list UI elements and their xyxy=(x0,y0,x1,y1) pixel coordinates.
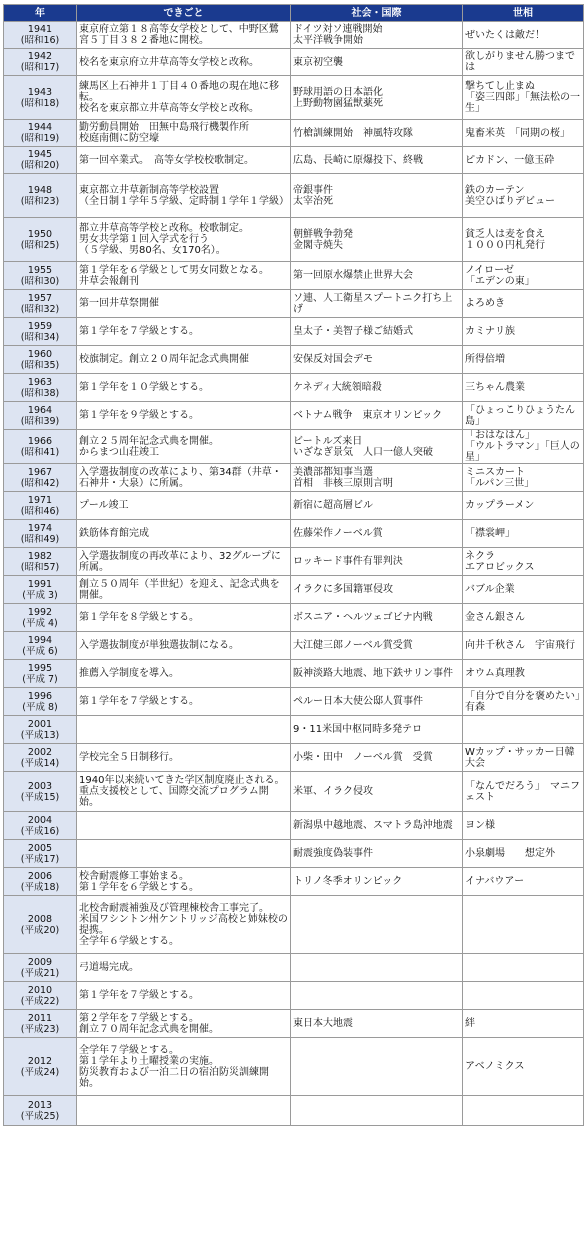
year-cell: 1991 (平成 3) xyxy=(4,576,77,604)
table-row xyxy=(4,1010,584,1038)
world-cell: 新潟県中越地震、スマトラ島沖地震 xyxy=(291,812,463,840)
year-cell: 1995 (平成 7) xyxy=(4,660,77,688)
event-cell: 校旗制定。創立２０周年記念式典開催 xyxy=(77,346,291,374)
year-cell: 1943 (昭和18) xyxy=(4,76,77,120)
event-cell: 創立５０周年（半世紀）を迎え、記念式典を開催。 xyxy=(77,576,291,604)
event-cell: 弓道場完成。 xyxy=(77,954,291,982)
world-cell: 東日本大地震 xyxy=(291,1010,463,1038)
world-cell: ロッキード事件有罪判決 xyxy=(291,548,463,576)
year-cell: 2003 (平成15) xyxy=(4,772,77,812)
table-row xyxy=(4,772,584,812)
world-cell xyxy=(291,896,463,954)
world-cell: イラクに多国籍軍侵攻 xyxy=(291,576,463,604)
table-row xyxy=(4,982,584,1010)
world-cell: 阪神淡路大地震、地下鉄サリン事件 xyxy=(291,660,463,688)
event-cell: 第一回卒業式。 高等女学校校歌制定。 xyxy=(77,147,291,174)
mood-cell: アベノミクス xyxy=(463,1038,584,1096)
header-world: 社会・国際 xyxy=(291,5,463,22)
table-row xyxy=(4,812,584,840)
year-cell: 1964 (昭和39) xyxy=(4,402,77,430)
header-year: 年 xyxy=(4,5,77,22)
mood-cell: 鉄のカーテン 美空ひばりデビュー xyxy=(463,174,584,218)
mood-cell: ノイローゼ 「エデンの東」 xyxy=(463,262,584,290)
event-cell: 入学選抜制度の再改革により、32グループに所属。 xyxy=(77,548,291,576)
world-cell xyxy=(291,1096,463,1126)
event-cell: 第１学年を７学級とする。 xyxy=(77,688,291,716)
mood-cell: ピカドン、一億玉砕 xyxy=(463,147,584,174)
table-row xyxy=(4,262,584,290)
mood-cell: 絆 xyxy=(463,1010,584,1038)
year-cell: 1963 (昭和38) xyxy=(4,374,77,402)
table-row xyxy=(4,840,584,868)
table-row xyxy=(4,896,584,954)
event-cell: 練馬区上石神井１丁目４０番地の現在地に移転。 校名を東京都立井草高等女学校と改称。 xyxy=(77,76,291,120)
year-cell: 2008 (平成20) xyxy=(4,896,77,954)
table-row xyxy=(4,868,584,896)
mood-cell: ヨン様 xyxy=(463,812,584,840)
table-row xyxy=(4,632,584,660)
world-cell: 佐藤栄作ノーベル賞 xyxy=(291,520,463,548)
year-cell: 2001 (平成13) xyxy=(4,716,77,744)
world-cell: 美濃部都知事当選 首相 非核三原則言明 xyxy=(291,464,463,492)
world-cell: 野球用語の日本語化 上野動物園猛獣薬死 xyxy=(291,76,463,120)
table-row xyxy=(4,1038,584,1096)
world-cell: 第一回原水爆禁止世界大会 xyxy=(291,262,463,290)
table-row xyxy=(4,374,584,402)
event-cell: 創立２５周年記念式典を開催。 からまつ山荘竣工 xyxy=(77,430,291,464)
event-cell: 第１学年を７学級とする。 xyxy=(77,318,291,346)
mood-cell: 貧乏人は麦を食え １０００円札発行 xyxy=(463,218,584,262)
mood-cell: カップラーメン xyxy=(463,492,584,520)
table-row xyxy=(4,520,584,548)
event-cell: 1940年以来続いてきた学区制度廃止される。 重点支援校として、国際交流プログラム開始。 xyxy=(77,772,291,812)
event-cell xyxy=(77,1096,291,1126)
world-cell: ドイツ対ソ連戦開始 太平洋戦争開始 xyxy=(291,22,463,49)
table-row xyxy=(4,688,584,716)
event-cell: 校舎耐震修工事始まる。 第１学年を６学級とする。 xyxy=(77,868,291,896)
mood-cell: 「おはなはん」 「ウルトラマン」「巨人の星」 xyxy=(463,430,584,464)
year-cell: 2009 (平成21) xyxy=(4,954,77,982)
year-cell: 1971 (昭和46) xyxy=(4,492,77,520)
table-row xyxy=(4,147,584,174)
table-row xyxy=(4,548,584,576)
event-cell: プール竣工 xyxy=(77,492,291,520)
event-cell: 鉄筋体育館完成 xyxy=(77,520,291,548)
event-cell: 第２学年を７学級とする。 創立７０周年記念式典を開催。 xyxy=(77,1010,291,1038)
year-cell: 1942 (昭和17) xyxy=(4,49,77,76)
year-cell: 2006 (平成18) xyxy=(4,868,77,896)
event-cell: 第一回井草祭開催 xyxy=(77,290,291,318)
year-cell: 1996 (平成 8) xyxy=(4,688,77,716)
year-cell: 2005 (平成17) xyxy=(4,840,77,868)
mood-cell: 小泉劇場 想定外 xyxy=(463,840,584,868)
table-row xyxy=(4,716,584,744)
event-cell xyxy=(77,840,291,868)
mood-cell: よろめき xyxy=(463,290,584,318)
world-cell: ケネディ大統領暗殺 xyxy=(291,374,463,402)
world-cell: 新宿に超高層ビル xyxy=(291,492,463,520)
world-cell: ベトナム戦争 東京オリンピック xyxy=(291,402,463,430)
world-cell: 帝銀事件 太宰治死 xyxy=(291,174,463,218)
header-row xyxy=(4,5,584,22)
header-mood: 世相 xyxy=(463,5,584,22)
world-cell: ペルー日本大使公邸人質事件 xyxy=(291,688,463,716)
mood-cell: 「自分で自分を褒めたい」有森 xyxy=(463,688,584,716)
table-row xyxy=(4,22,584,49)
table-row xyxy=(4,576,584,604)
mood-cell: 「なんでだろう」 マニフェスト xyxy=(463,772,584,812)
world-cell: トリノ冬季オリンピック xyxy=(291,868,463,896)
year-cell: 1994 (平成 6) xyxy=(4,632,77,660)
year-cell: 1957 (昭和32) xyxy=(4,290,77,318)
table-row xyxy=(4,660,584,688)
world-cell: 広島、長崎に原爆投下、終戦 xyxy=(291,147,463,174)
year-cell: 2011 (平成23) xyxy=(4,1010,77,1038)
event-cell xyxy=(77,716,291,744)
year-cell: 1945 (昭和20) xyxy=(4,147,77,174)
mood-cell: イナバウアー xyxy=(463,868,584,896)
table-row xyxy=(4,346,584,374)
event-cell: 全学年７学級とする。 第１学年より土曜授業の実施。 防災教育および一泊二日の宿泊防災訓練開始。 xyxy=(77,1038,291,1096)
year-cell: 1960 (昭和35) xyxy=(4,346,77,374)
year-cell: 1944 (昭和19) xyxy=(4,120,77,147)
event-cell: 第１学年を１０学級とする。 xyxy=(77,374,291,402)
world-cell xyxy=(291,1038,463,1096)
event-cell: 学校完全５日制移行。 xyxy=(77,744,291,772)
mood-cell: 向井千秋さん 宇宙飛行 xyxy=(463,632,584,660)
world-cell: 皇太子・美智子様ご結婚式 xyxy=(291,318,463,346)
table-row xyxy=(4,430,584,464)
event-cell: 北校舎耐震補強及び管理棟校舎工事完了。 米国ワシントン州ケントリッジ高校と姉妹校の提携。 全学年６学級とする。 xyxy=(77,896,291,954)
event-cell: 第１学年を７学級とする。 xyxy=(77,982,291,1010)
world-cell xyxy=(291,982,463,1010)
world-cell: 大江健三郎ノーベル賞受賞 xyxy=(291,632,463,660)
mood-cell: バブル企業 xyxy=(463,576,584,604)
event-cell: 勤労動員開始 田無中島飛行機製作所 校庭南側に防空壕 xyxy=(77,120,291,147)
year-cell: 1974 (昭和49) xyxy=(4,520,77,548)
world-cell: 東京初空襲 xyxy=(291,49,463,76)
event-cell: 校名を東京府立井草高等女学校と改称。 xyxy=(77,49,291,76)
world-cell: 耐震強度偽装事件 xyxy=(291,840,463,868)
mood-cell: ミニスカート 「ルパン三世」 xyxy=(463,464,584,492)
year-cell: 1966 (昭和41) xyxy=(4,430,77,464)
table-row xyxy=(4,402,584,430)
mood-cell: 「ひょっこりひょうたん島」 xyxy=(463,402,584,430)
year-cell: 1967 (昭和42) xyxy=(4,464,77,492)
table-row xyxy=(4,174,584,218)
event-cell: 東京都立井草新制高等学校設置 （全日制１学年５学級、定時制１学年１学級） xyxy=(77,174,291,218)
year-cell: 1950 (昭和25) xyxy=(4,218,77,262)
year-cell: 1955 (昭和30) xyxy=(4,262,77,290)
year-cell: 1941 (昭和16) xyxy=(4,22,77,49)
world-cell: 竹槍訓練開始 神風特攻隊 xyxy=(291,120,463,147)
world-cell: 朝鮮戦争勃発 金閣寺焼失 xyxy=(291,218,463,262)
table-body xyxy=(4,22,584,1126)
world-cell: 安保反対国会デモ xyxy=(291,346,463,374)
table-row xyxy=(4,120,584,147)
event-cell: 東京府立第１８高等女学校として、中野区鷺宮５丁目３８２番地に開校。 xyxy=(77,22,291,49)
mood-cell: ぜいたくは敵だ！ xyxy=(463,22,584,49)
table-row xyxy=(4,290,584,318)
table-row xyxy=(4,464,584,492)
table-row xyxy=(4,1096,584,1126)
table-row xyxy=(4,954,584,982)
table-row xyxy=(4,744,584,772)
event-cell: 入学選抜制度の改革により、第34群（井草・石神井・大泉）に所属。 xyxy=(77,464,291,492)
year-cell: 1959 (昭和34) xyxy=(4,318,77,346)
world-cell: ボスニア・ヘルツェゴビナ内戦 xyxy=(291,604,463,632)
event-cell xyxy=(77,812,291,840)
event-cell: 第１学年を８学級とする。 xyxy=(77,604,291,632)
world-cell: 小柴・田中 ノーベル賞 受賞 xyxy=(291,744,463,772)
world-cell: 9・11米国中枢同時多発テロ xyxy=(291,716,463,744)
mood-cell: 金さん銀さん xyxy=(463,604,584,632)
year-cell: 2002 (平成14) xyxy=(4,744,77,772)
mood-cell: ネクラ エアロビックス xyxy=(463,548,584,576)
mood-cell: 欲しがりません勝つまでは xyxy=(463,49,584,76)
event-cell: 入学選抜制度が単独選抜制になる。 xyxy=(77,632,291,660)
mood-cell xyxy=(463,1096,584,1126)
history-table-wrapper xyxy=(3,4,583,1126)
world-cell: 米軍、イラク侵攻 xyxy=(291,772,463,812)
year-cell: 2013 (平成25) xyxy=(4,1096,77,1126)
mood-cell: 撃ちてし止まぬ 「姿三四郎」「無法松の一生」 xyxy=(463,76,584,120)
mood-cell xyxy=(463,716,584,744)
mood-cell: 鬼畜米英 「同期の桜」 xyxy=(463,120,584,147)
year-cell: 2012 (平成24) xyxy=(4,1038,77,1096)
year-cell: 2004 (平成16) xyxy=(4,812,77,840)
event-cell: 第１学年を６学級として男女同数となる。 井草会報創刊 xyxy=(77,262,291,290)
mood-cell: オウム真理教 xyxy=(463,660,584,688)
year-cell: 1948 (昭和23) xyxy=(4,174,77,218)
year-cell: 2010 (平成22) xyxy=(4,982,77,1010)
mood-cell: カミナリ族 xyxy=(463,318,584,346)
mood-cell xyxy=(463,954,584,982)
mood-cell xyxy=(463,982,584,1010)
world-cell xyxy=(291,954,463,982)
mood-cell: 三ちゃん農業 xyxy=(463,374,584,402)
event-cell: 推薦入学制度を導入。 xyxy=(77,660,291,688)
table-row xyxy=(4,76,584,120)
table-row xyxy=(4,49,584,76)
mood-cell: Wカップ・サッカー日韓大会 xyxy=(463,744,584,772)
table-row xyxy=(4,604,584,632)
world-cell: ビートルズ来日 いざなぎ景気 人口一億人突破 xyxy=(291,430,463,464)
table-row xyxy=(4,318,584,346)
table-row xyxy=(4,218,584,262)
event-cell: 第１学年を９学級とする。 xyxy=(77,402,291,430)
year-cell: 1982 (昭和57) xyxy=(4,548,77,576)
year-cell: 1992 (平成 4) xyxy=(4,604,77,632)
school-history-table xyxy=(3,4,584,1126)
mood-cell: 「襟裳岬」 xyxy=(463,520,584,548)
mood-cell xyxy=(463,896,584,954)
table-row xyxy=(4,492,584,520)
header-event: できごと xyxy=(77,5,291,22)
event-cell: 都立井草高等学校と改称。校歌制定。 男女共学第１回入学式を行う （５学級、男80名、女170名）。 xyxy=(77,218,291,262)
world-cell: ソ連、人工衛星スプートニク打ち上げ xyxy=(291,290,463,318)
mood-cell: 所得倍増 xyxy=(463,346,584,374)
